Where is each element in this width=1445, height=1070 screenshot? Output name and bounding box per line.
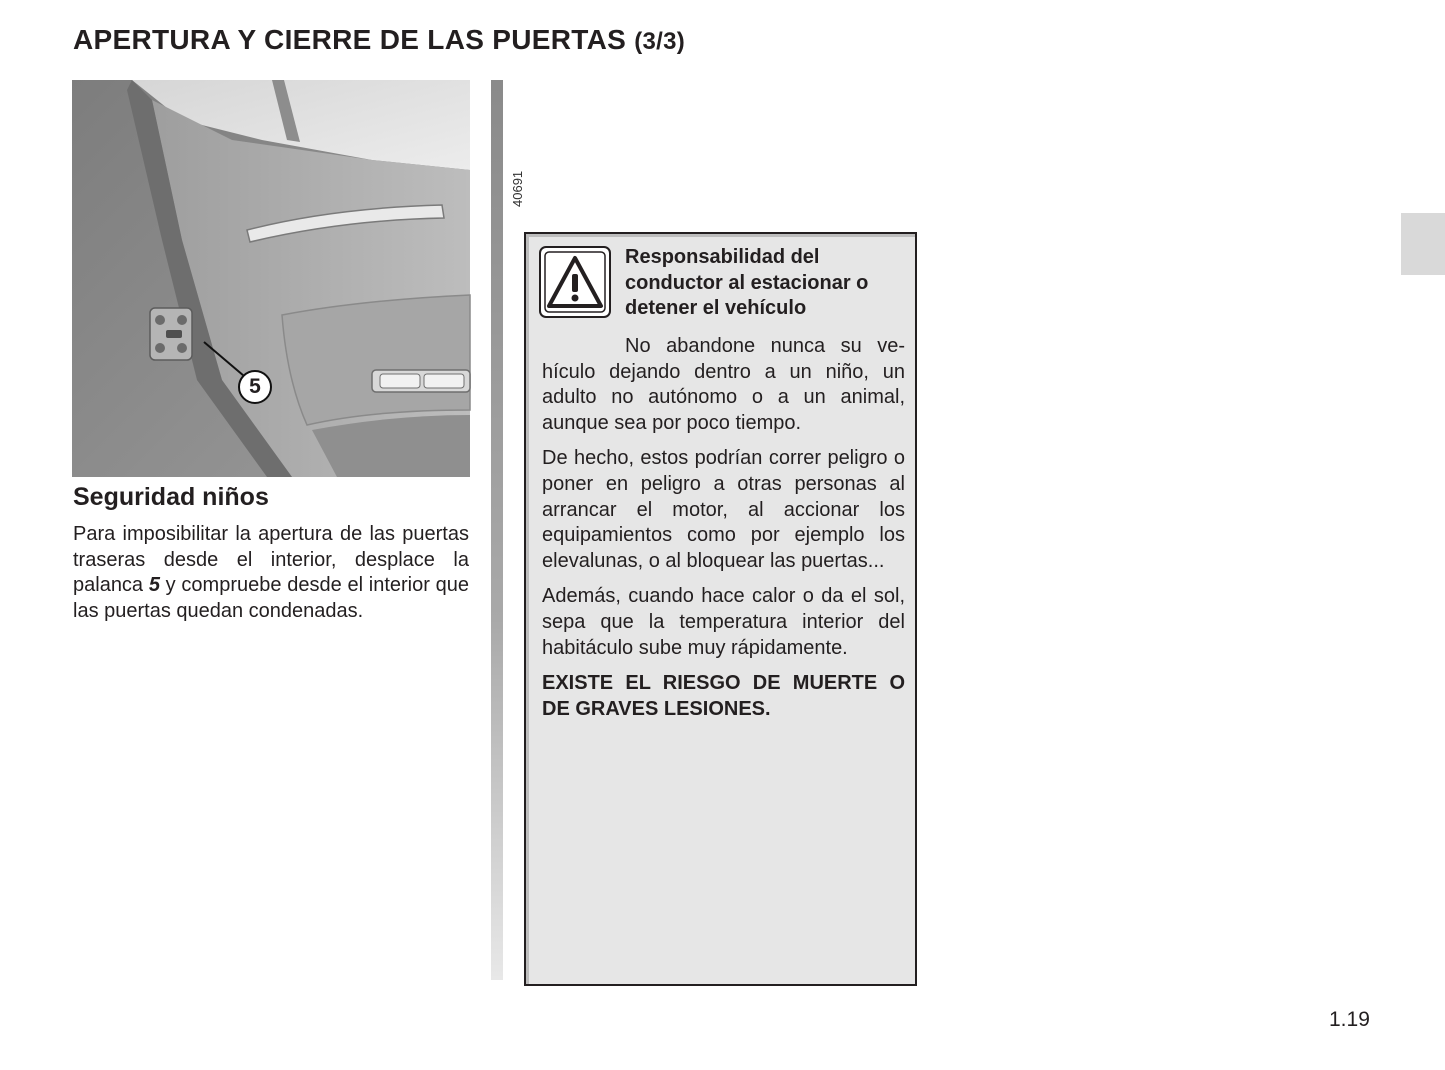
page-title-text: APERTURA Y CIERRE DE LAS PUERTAS: [73, 24, 627, 55]
warning-paragraph-3: Además, cuando hace calor o da el sol, sepa que la temperatura interior del habitáculo sube muy rápidamente.: [542, 585, 905, 659]
warning-emphasis: EXISTE EL RIESGO DE MUERTE O DE GRAVES LESIONES.: [542, 672, 905, 720]
lever-reference: 5: [148, 574, 160, 597]
section-thumb-tab: [1401, 213, 1445, 275]
child-safety-text-before: Para imposibilitar la apertura de las puertas traseras desde el interior, desplace la palanca: [73, 523, 469, 597]
figure-reference: 40691: [510, 168, 526, 210]
warning-body: [542, 334, 905, 732]
column-divider: [491, 80, 503, 980]
callout-lever-5: 5: [238, 370, 272, 404]
warning-box: [524, 232, 917, 986]
warning-paragraph-1: No abandone nunca su vehículo dejando dentro a un niño, un adulto no autónomo o a un animal, aunque sea por poco tiempo.: [542, 335, 905, 434]
page-number: 1.19: [1329, 1008, 1370, 1031]
page-title: [73, 24, 685, 56]
warning-paragraph-2: De hecho, estos podrían correr peligro o poner en peligro a otras personas al arrancar el motor, al accionar los equipamientos como por ejemplo los elevalunas, o al bloquear las puertas...: [542, 447, 905, 572]
child-safety-text: [73, 522, 469, 624]
warning-title: Responsabilidad del conductor al estacionar o detener el vehículo: [625, 246, 869, 319]
section-heading-child-safety: Seguridad niños: [73, 483, 269, 511]
page-title-part: (3/3): [634, 28, 686, 55]
door-illustration: [72, 80, 525, 477]
child-safety-text-after: y compruebe desde el interior que las puertas quedan condenadas.: [73, 574, 469, 622]
door-child-lock-illustration: [72, 80, 470, 477]
warning-triangle-icon: [539, 246, 611, 318]
